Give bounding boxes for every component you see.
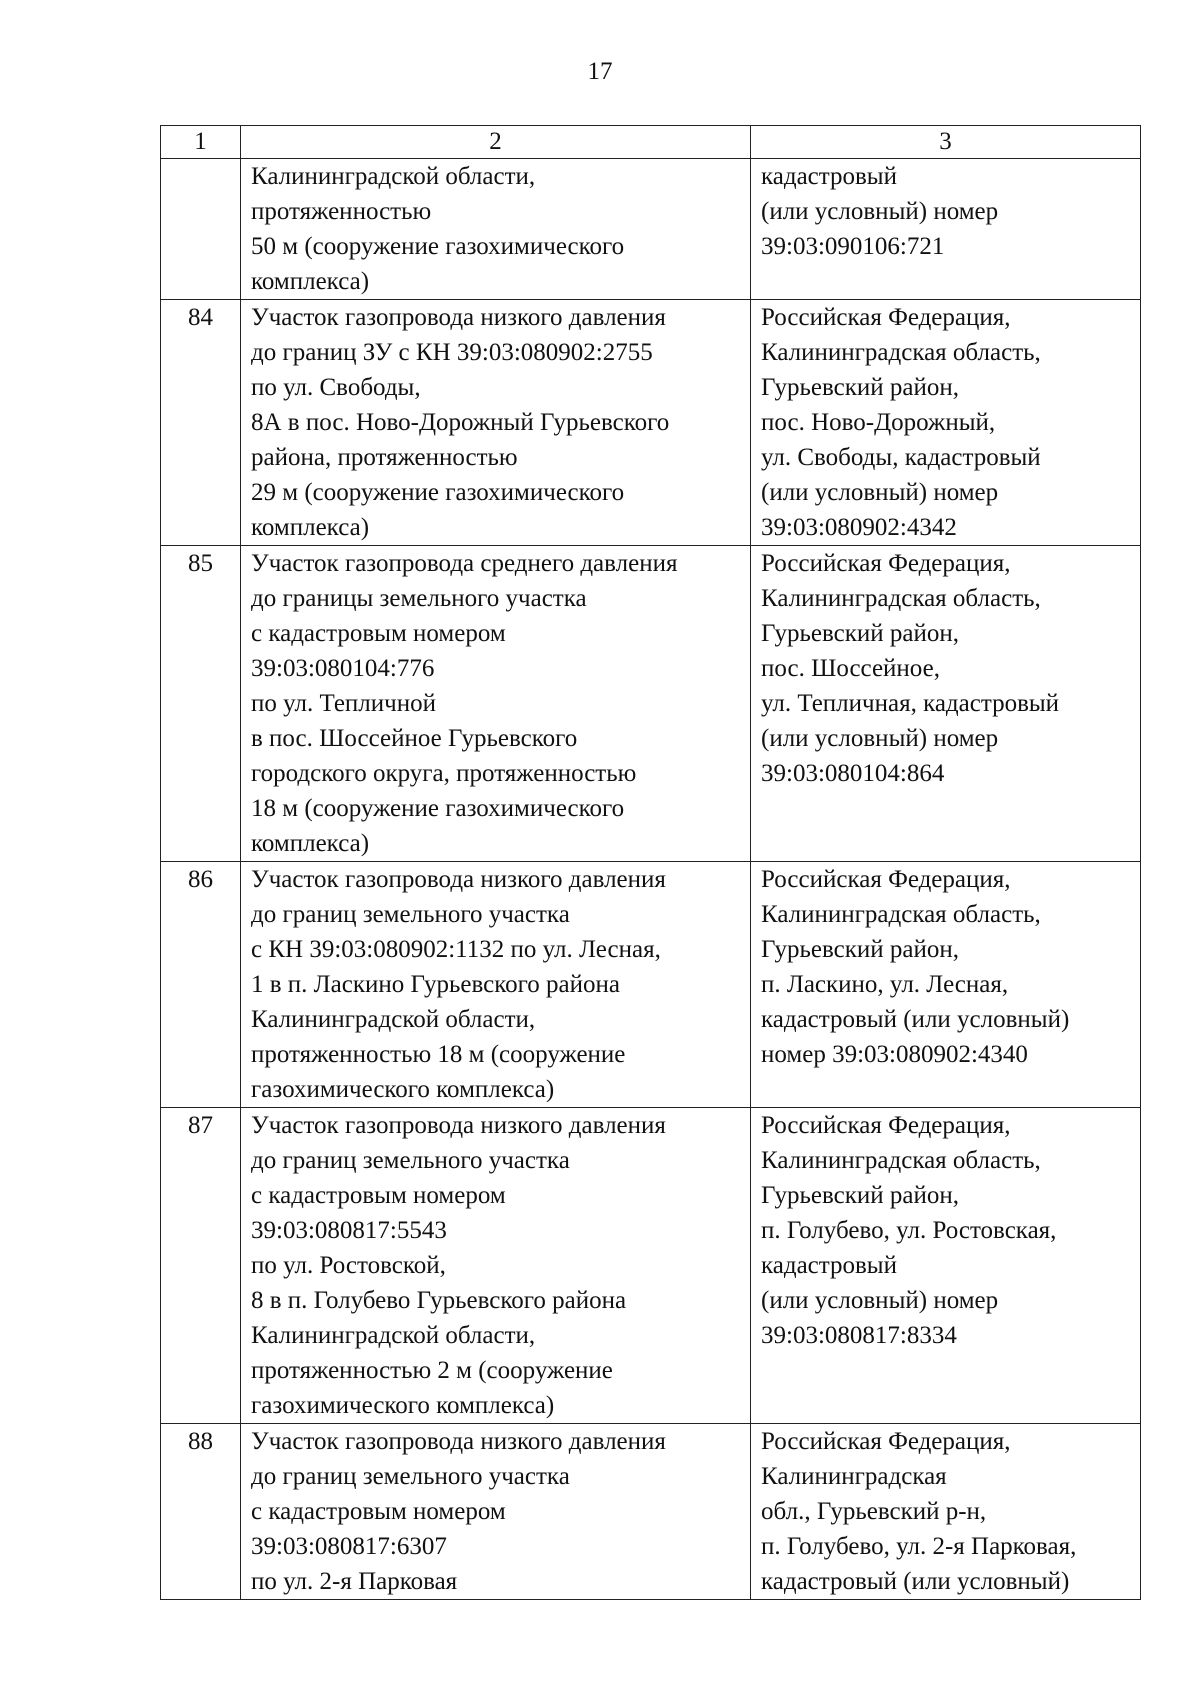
- location-line: обл., Гурьевский р-н,: [761, 1498, 987, 1525]
- description-line: городского округа, протяженностью: [251, 760, 637, 787]
- description-line: до границ ЗУ с КН 39:03:080902:2755: [251, 339, 653, 366]
- table-row: [161, 159, 1141, 300]
- location-line: Российская Федерация,: [761, 866, 1011, 893]
- location-line: кадастровый: [761, 1252, 897, 1279]
- row-number: 85: [161, 546, 241, 862]
- description-line: с кадастровым номером: [251, 1498, 506, 1525]
- location-line: Российская Федерация,: [761, 1428, 1011, 1455]
- location-cadastral-cell: [751, 300, 1141, 546]
- column-header-1: 1: [161, 126, 241, 159]
- description-line: газохимического комплекса): [251, 1392, 555, 1419]
- column-header-2: 2: [241, 126, 751, 159]
- description-line: 39:03:080817:5543: [251, 1217, 447, 1244]
- table-row: [161, 1108, 1141, 1424]
- description-line: до границ земельного участка: [251, 1463, 570, 1490]
- description-line: 18 м (сооружение газохимического: [251, 795, 625, 822]
- location-cadastral-cell: [751, 546, 1141, 862]
- table-row: [161, 300, 1141, 546]
- description-line: Калининградской области,: [251, 1322, 536, 1349]
- location-line: пос. Ново-Дорожный,: [761, 409, 996, 436]
- object-description-cell: [241, 159, 751, 300]
- description-line: до границ земельного участка: [251, 1147, 570, 1174]
- description-line: Участок газопровода низкого давления: [251, 1428, 666, 1455]
- page-number: 17: [587, 58, 613, 85]
- description-line: до границ земельного участка: [251, 901, 570, 928]
- header-row: [161, 126, 1141, 159]
- description-line: по ул. Свободы,: [251, 374, 421, 401]
- location-line: (или условный) номер: [761, 198, 999, 225]
- location-cadastral-cell: [751, 862, 1141, 1108]
- location-line: п. Ласкино, ул. Лесная,: [761, 971, 1009, 998]
- row-number: 87: [161, 1108, 241, 1424]
- location-line: 39:03:090106:721: [761, 233, 945, 260]
- location-line: Гурьевский район,: [761, 1182, 960, 1209]
- description-line: Участок газопровода низкого давления: [251, 304, 666, 331]
- location-line: кадастровый (или условный): [761, 1006, 1070, 1033]
- table-row: [161, 1424, 1141, 1600]
- location-line: Гурьевский район,: [761, 620, 960, 647]
- location-line: кадастровый (или условный): [761, 1568, 1070, 1595]
- location-line: Калининградская область,: [761, 901, 1041, 928]
- location-cadastral-cell: [751, 159, 1141, 300]
- description-line: с кадастровым номером: [251, 620, 506, 647]
- object-description-cell: [241, 1108, 751, 1424]
- description-line: протяженностью: [251, 198, 432, 225]
- location-line: п. Голубево, ул. 2-я Парковая,: [761, 1533, 1077, 1560]
- description-line: 8 в п. Голубево Гурьевского района: [251, 1287, 627, 1314]
- description-line: 39:03:080104:776: [251, 655, 435, 682]
- location-line: Гурьевский район,: [761, 374, 960, 401]
- location-cadastral-cell: [751, 1108, 1141, 1424]
- description-line: района, протяженностью: [251, 444, 518, 471]
- description-line: по ул. Тепличной: [251, 690, 436, 717]
- location-cadastral-cell: [751, 1424, 1141, 1600]
- location-line: Калининградская область,: [761, 585, 1041, 612]
- description-line: Калининградской области,: [251, 1006, 536, 1033]
- object-description-cell: [241, 862, 751, 1108]
- table-header: [161, 126, 1141, 159]
- description-line: комплекса): [251, 268, 370, 295]
- row-number: 86: [161, 862, 241, 1108]
- location-line: 39:03:080817:8334: [761, 1322, 957, 1349]
- description-line: протяженностью 18 м (сооружение: [251, 1041, 626, 1068]
- description-line: 29 м (сооружение газохимического: [251, 479, 625, 506]
- column-header-3: 3: [751, 126, 1141, 159]
- description-line: газохимического комплекса): [251, 1076, 555, 1103]
- location-line: Российская Федерация,: [761, 304, 1011, 331]
- location-line: ул. Свободы, кадастровый: [761, 444, 1041, 471]
- location-line: 39:03:080104:864: [761, 760, 945, 787]
- description-line: Участок газопровода низкого давления: [251, 1112, 666, 1139]
- location-line: 39:03:080902:4342: [761, 514, 957, 541]
- location-line: (или условный) номер: [761, 479, 999, 506]
- location-line: Российская Федерация,: [761, 550, 1011, 577]
- row-number: [161, 159, 241, 300]
- table-body: [161, 159, 1141, 1600]
- row-number: 84: [161, 300, 241, 546]
- object-description-cell: [241, 546, 751, 862]
- description-line: протяженностью 2 м (сооружение: [251, 1357, 613, 1384]
- table-row: [161, 546, 1141, 862]
- location-line: кадастровый: [761, 163, 897, 190]
- location-line: номер 39:03:080902:4340: [761, 1041, 1028, 1068]
- description-line: комплекса): [251, 514, 370, 541]
- location-line: ул. Тепличная, кадастровый: [761, 690, 1060, 717]
- location-line: Калининградская: [761, 1463, 947, 1490]
- description-line: 39:03:080817:6307: [251, 1533, 447, 1560]
- location-line: (или условный) номер: [761, 1287, 999, 1314]
- description-line: 50 м (сооружение газохимического: [251, 233, 625, 260]
- location-line: Калининградская область,: [761, 1147, 1041, 1174]
- description-line: до границы земельного участка: [251, 585, 587, 612]
- object-description-cell: [241, 1424, 751, 1600]
- location-line: пос. Шоссейное,: [761, 655, 940, 682]
- location-line: п. Голубево, ул. Ростовская,: [761, 1217, 1057, 1244]
- description-line: с кадастровым номером: [251, 1182, 506, 1209]
- location-line: Гурьевский район,: [761, 936, 960, 963]
- row-number: 88: [161, 1424, 241, 1600]
- description-line: комплекса): [251, 830, 370, 857]
- description-line: по ул. 2-я Парковая: [251, 1568, 458, 1595]
- description-line: с КН 39:03:080902:1132 по ул. Лесная,: [251, 936, 661, 963]
- table-row: [161, 862, 1141, 1108]
- description-line: 8А в пос. Ново-Дорожный Гурьевского: [251, 409, 670, 436]
- location-line: Калининградская область,: [761, 339, 1041, 366]
- object-description-cell: [241, 300, 751, 546]
- description-line: Участок газопровода низкого давления: [251, 866, 666, 893]
- location-line: (или условный) номер: [761, 725, 999, 752]
- description-line: Участок газопровода среднего давления: [251, 550, 678, 577]
- object-table: [160, 125, 1141, 1600]
- description-line: 1 в п. Ласкино Гурьевского района: [251, 971, 620, 998]
- description-line: Калининградской области,: [251, 163, 536, 190]
- description-line: по ул. Ростовской,: [251, 1252, 446, 1279]
- location-line: Российская Федерация,: [761, 1112, 1011, 1139]
- description-line: в пос. Шоссейное Гурьевского: [251, 725, 578, 752]
